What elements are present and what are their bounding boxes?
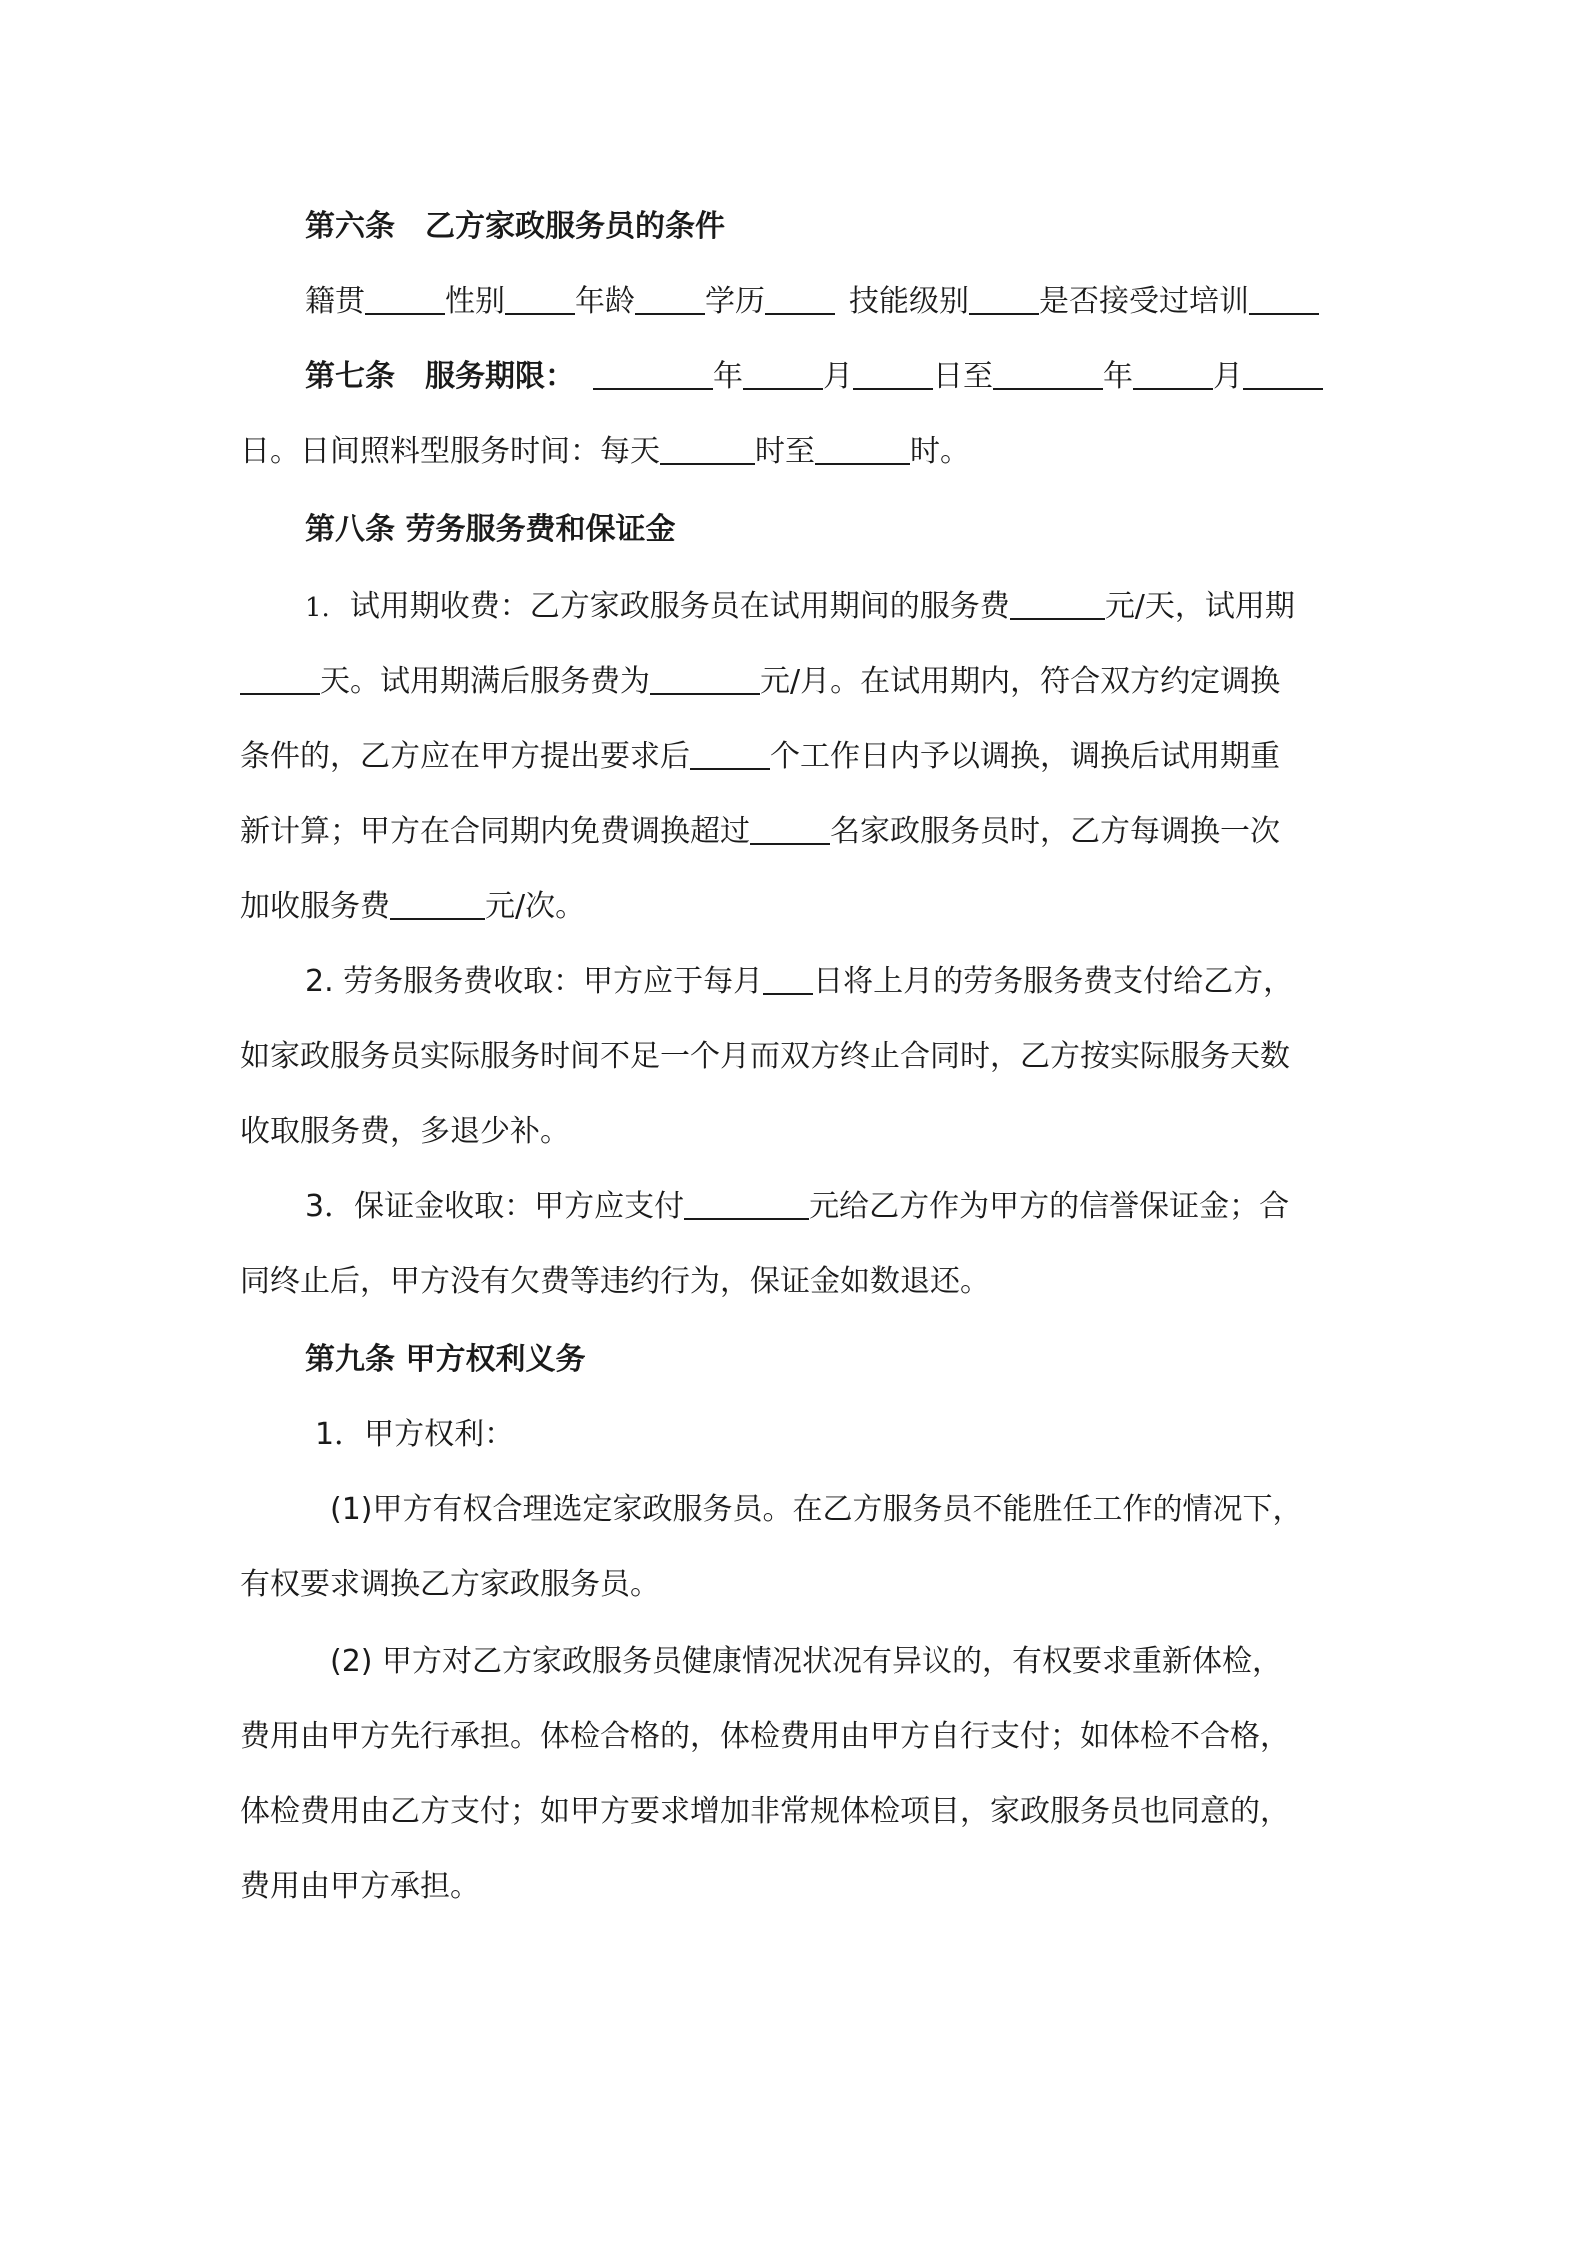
text: 元/月。在试用期内，符合双方约定调换: [760, 664, 1281, 699]
text: 天。试用期满后服务费为: [320, 664, 650, 699]
blank-hour-to[interactable]: [815, 433, 910, 465]
label-month: 月: [1213, 359, 1243, 394]
blank-deposit[interactable]: [684, 1188, 809, 1220]
article8-p1-line3: [240, 735, 1280, 779]
article8-p3-line1: [305, 1185, 1289, 1229]
blank-xueli[interactable]: [765, 283, 835, 315]
label-year: 年: [713, 359, 743, 394]
article8-p2-line2: 如家政服务员实际服务时间不足一个月而双方终止合同时，乙方按实际服务天数: [240, 1039, 1290, 1074]
article8-p1-line4: [240, 810, 1280, 854]
blank-start-day[interactable]: [853, 358, 933, 390]
text: 个工作日内予以调换，调换后试用期重: [770, 739, 1280, 774]
blank-xingbie[interactable]: [505, 283, 575, 315]
label-day-to: 日至: [933, 359, 993, 394]
article8-p1-line2: [240, 660, 1280, 704]
article7-line2: [240, 430, 970, 474]
blank-pay-day[interactable]: [763, 963, 813, 995]
blank-end-day[interactable]: [1243, 358, 1323, 390]
article8-p1-line1: [305, 585, 1295, 629]
text: 名家政服务员时，乙方每调换一次: [830, 814, 1280, 849]
article9-item1-line1: (1)甲方有权合理选定家政服务员。在乙方服务员不能胜任工作的情况下，: [330, 1492, 1303, 1527]
blank-trial-fee[interactable]: [1010, 588, 1105, 620]
article8-heading: 第八条 劳务服务费和保证金: [305, 512, 676, 547]
item-number: 1.: [305, 593, 330, 623]
article8-p3-line2: 同终止后，甲方没有欠费等违约行为，保证金如数退还。: [240, 1264, 990, 1299]
blank-hour-from[interactable]: [660, 433, 755, 465]
label-month: 月: [823, 359, 853, 394]
blank-end-month[interactable]: [1133, 358, 1213, 390]
text: 试用期收费：乙方家政服务员在试用期间的服务费: [349, 589, 1010, 624]
blank-monthly-fee[interactable]: [650, 663, 760, 695]
blank-start-month[interactable]: [743, 358, 823, 390]
label-year: 年: [1103, 359, 1133, 394]
label-jiguan: 籍贯: [305, 284, 365, 319]
article9-item2-line1: (2) 甲方对乙方家政服务员健康情况状况有异议的，有权要求重新体检，: [330, 1644, 1283, 1679]
article9-item2-line4: 费用由甲方承担。: [240, 1869, 480, 1904]
blank-jineng[interactable]: [969, 283, 1039, 315]
text: 2. 劳务服务费收取：甲方应于每月: [305, 964, 764, 999]
text: 新计算；甲方在合同期内免费调换超过: [240, 814, 750, 849]
article7-title: 第七条 服务期限：: [305, 359, 575, 394]
text: 元给乙方作为甲方的信誉保证金；合: [809, 1189, 1290, 1224]
blank-peixun[interactable]: [1249, 283, 1319, 315]
blank-jiguan[interactable]: [365, 283, 445, 315]
blank-swap-fee[interactable]: [390, 888, 485, 920]
blank-start-year[interactable]: [593, 358, 713, 390]
blank-free-swaps[interactable]: [750, 813, 830, 845]
article8-p2-line3: 收取服务费，多退少补。: [240, 1114, 570, 1149]
label-peixun: 是否接受过培训: [1039, 284, 1249, 319]
text: 日。日间照料型服务时间：每天: [240, 434, 660, 469]
article7-line1: [305, 355, 1323, 399]
text: 时至: [755, 434, 815, 469]
text: 条件的，乙方应在甲方提出要求后: [240, 739, 690, 774]
article8-p2-line1: [305, 960, 1293, 1004]
article6-heading: 第六条 乙方家政服务员的条件: [305, 209, 725, 244]
text: 元/次。: [485, 889, 586, 924]
article9-heading: 第九条 甲方权利义务: [305, 1342, 586, 1377]
article9-item1-line2: 有权要求调换乙方家政服务员。: [240, 1567, 660, 1602]
label-jineng: 技能级别: [849, 284, 969, 319]
text: 时。: [910, 434, 970, 469]
text: 3．保证金收取：甲方应支付: [305, 1189, 685, 1224]
blank-end-year[interactable]: [993, 358, 1103, 390]
label-xueli: 学历: [705, 284, 765, 319]
article8-p1-line5: [240, 885, 585, 929]
article9-item2-line2: 费用由甲方先行承担。体检合格的，体检费用由甲方自行支付；如体检不合格，: [240, 1719, 1290, 1754]
blank-workdays[interactable]: [690, 738, 770, 770]
article9-sub1: 1．甲方权利：: [315, 1417, 515, 1452]
blank-trial-days[interactable]: [240, 663, 320, 695]
article6-fields: [305, 280, 1319, 324]
article9-item2-line3: 体检费用由乙方支付；如甲方要求增加非常规体检项目，家政服务员也同意的，: [240, 1794, 1290, 1829]
text: 元/天，试用期: [1104, 589, 1295, 624]
label-xingbie: 性别: [445, 284, 505, 319]
text: 加收服务费: [240, 889, 390, 924]
text: 日将上月的劳务服务费支付给乙方，: [813, 964, 1294, 999]
label-nianling: 年龄: [575, 284, 635, 319]
blank-nianling[interactable]: [635, 283, 705, 315]
